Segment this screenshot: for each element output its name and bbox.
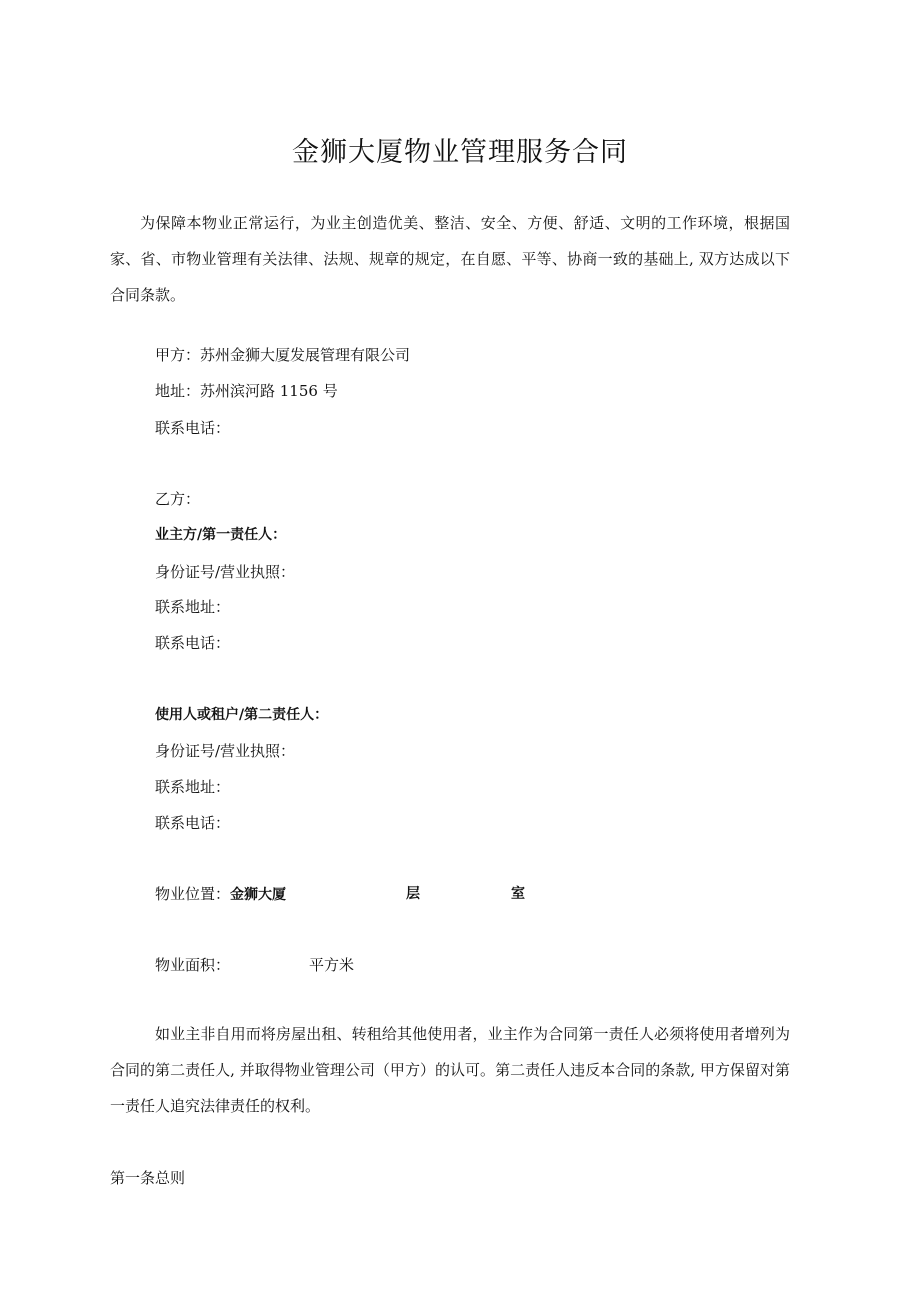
owner-phone: 联系电话： (155, 634, 231, 652)
party-a-name: 甲方：苏州金狮大厦发展管理有限公司 (155, 346, 411, 364)
party-a-address: 地址：苏州滨河路 1156 号 (155, 382, 338, 400)
floor-unit: 层 (406, 886, 420, 902)
tenant-heading: 使用人或租户/第二责任人： (155, 707, 329, 723)
owner-id: 身份证号/营业执照： (155, 563, 296, 581)
location-label: 物业位置： (155, 885, 231, 903)
room-unit: 室 (511, 886, 525, 902)
tenant-address: 联系地址： (155, 778, 231, 796)
sublet-note: 如业主非自用而将房屋出租、转租给其他使用者，业主作为合同第一责任人必须将使用者增列为合同的第二责任人, 并取得物业管理公司（甲方）的认可。第二责任人违反本合同的条款, 甲方保留对第一责任人追究法律责任的权利。 (110, 1025, 790, 1115)
article-1-heading: 第一条总则 (110, 1169, 186, 1187)
owner-heading: 业主方/第一责任人： (155, 527, 287, 543)
property-location (155, 883, 286, 906)
owner-address: 联系地址： (155, 598, 231, 616)
building-name: 金狮大厦 (230, 887, 287, 903)
document-title: 金狮大厦物业管理服务合同 (292, 137, 628, 168)
tenant-phone: 联系电话： (155, 814, 231, 832)
property-area-label: 物业面积： (155, 956, 231, 974)
party-b-label: 乙方： (155, 490, 201, 508)
tenant-id: 身份证号/营业执照： (155, 742, 296, 760)
intro-paragraph: 为保障本物业正常运行，为业主创造优美、整洁、安全、方便、舒适、文明的工作环境，根据国家、省、市物业管理有关法律、法规、规章的规定，在自愿、平等、协商一致的基础上, 双方达成以下合同条款。 (110, 214, 790, 304)
party-a-phone: 联系电话： (155, 419, 231, 437)
property-area-unit: 平方米 (309, 956, 355, 974)
